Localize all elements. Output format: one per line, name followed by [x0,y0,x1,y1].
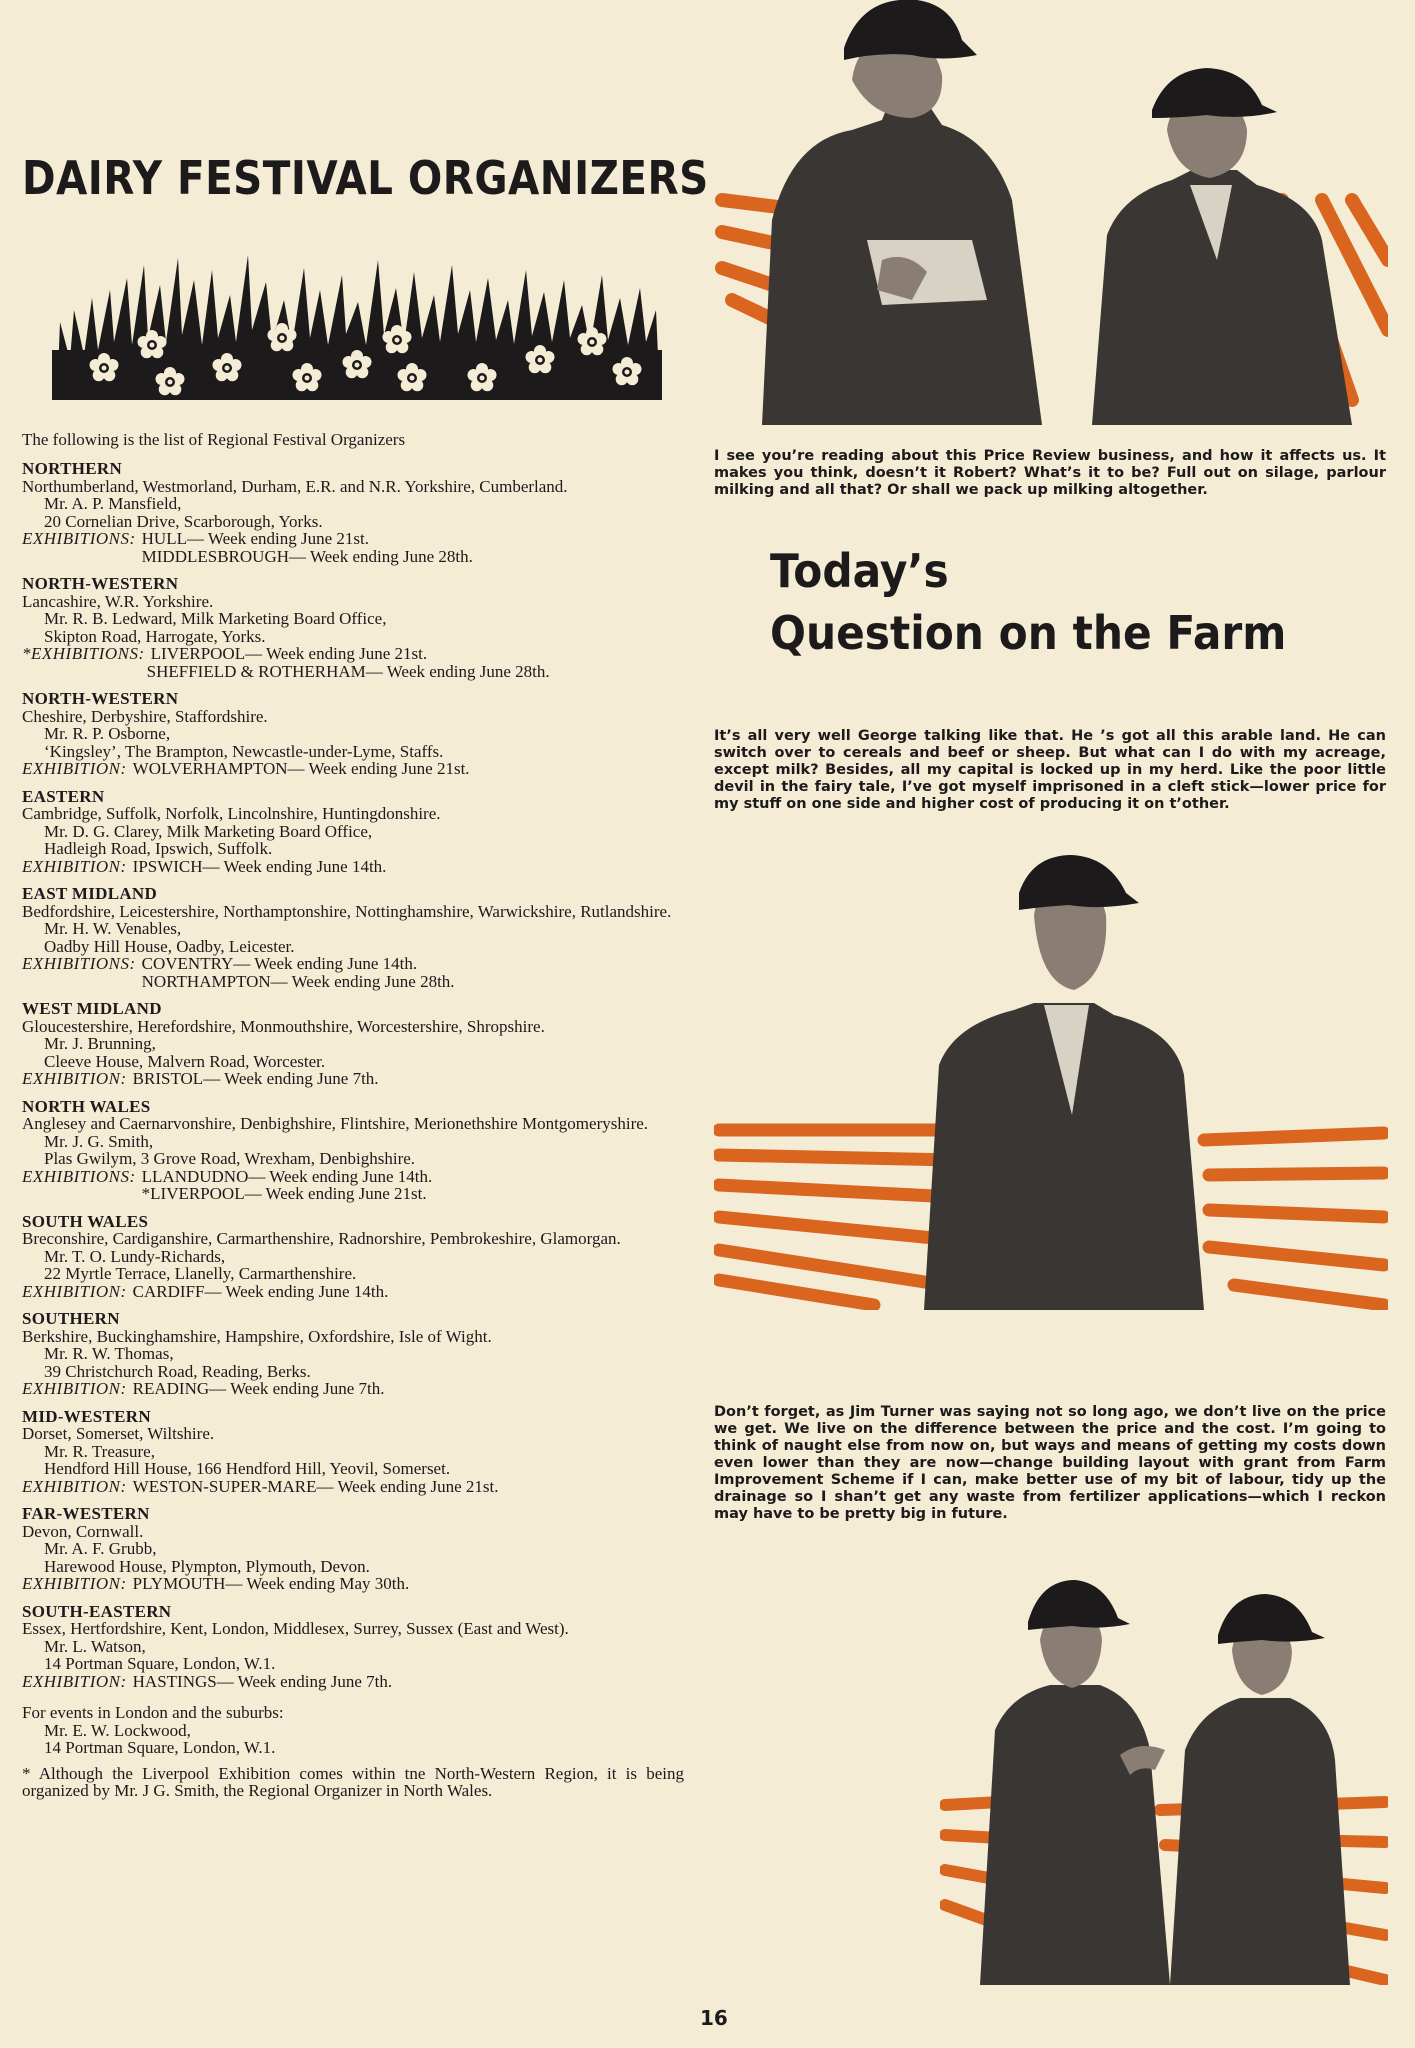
region-entry [22,1213,684,1301]
organizer-address-line: Hendford Hill House, 166 Hendford Hill, Yeovil, Somerset. [44,1459,451,1478]
organizer-address-line: 20 Cornelian Drive, Scarborough, Yorks. [44,511,323,531]
region-counties: Dorset, Somerset, Wiltshire. [22,1424,215,1443]
grass-flowers-illustration [52,250,662,400]
exhibitions-label: EXHIBITIONS: [22,529,136,548]
exhibition-item: READING— Week ending June 7th. [132,1379,385,1398]
exhibitions-list [127,1070,684,1088]
organizer-address-line: Mr. R. W. Thomas, [44,1344,174,1363]
exhibition-item: WESTON-SUPER-MARE— Week ending June 21st. [132,1476,499,1496]
caption-costs: Don’t forget, as Jim Turner was saying not so long ago, we don’t live on the price we get. We live on the difference between the price and the cost. I’m going to think of naught else from now on, but ways and means of getting my costs down even lower than they are now—change building layout with grant from Farm Improvement Scheme if I can, make better use of my bit of labour, tidy up the drainage so I shan’t get any waste from fertilizer applications—which I reckon may have to be pretty big in future. [714,1404,1386,1522]
region-counties: Breconshire, Cardiganshire, Carmarthenshire, Radnorshire, Pembrokeshire, Glamorgan. [22,1229,621,1248]
organizer-address-line: Mr. R. P. Osborne, [44,724,171,743]
region-entry [22,885,684,990]
region-counties: Cambridge, Suffolk, Norfolk, Lincolnshire, Huntingdonshire. [22,804,441,823]
exhibitions-row [22,1168,684,1203]
organizer-address-line: Hadleigh Road, Ipswich, Suffolk. [44,839,273,858]
exhibition-item: SHEFFIELD & ROTHERHAM— Week ending June 28th. [146,661,550,681]
exhibitions-list [136,955,684,990]
exhibition-item: IPSWICH— Week ending June 14th. [132,856,387,876]
exhibitions-row [22,1380,684,1398]
farmer-standing-photo [714,855,1388,1310]
farm-question-column [700,0,1415,2048]
exhibition-item: LIVERPOOL— Week ending June 21st. [150,644,428,663]
exhibition-item: *LIVERPOOL— Week ending June 21st. [141,1184,427,1203]
headline-line-2: Question on the Farm [770,606,1287,660]
organizer-address-line: Mr. R. B. Ledward, Milk Marketing Board Office, [44,609,387,628]
organizer-address-line: 14 Portman Square, London, W.1. [44,1654,276,1673]
exhibition-item: COVENTRY— Week ending June 14th. [141,954,418,973]
organizer-address-line: Oadby Hill House, Oadby, Leicester. [44,936,295,956]
organizer-address-line: Plas Gwilym, 3 Grove Road, Wrexham, Denbighshire. [44,1149,416,1168]
region-name: NORTH WALES [22,1096,151,1116]
organizer-address-line: Mr. J. Brunning, [44,1034,156,1053]
exhibitions-row [22,530,684,565]
london-address-line: 14 Portman Square, London, W.1. [44,1738,276,1757]
farmers-talking-photo [940,1580,1388,1985]
exhibitions-list [127,1575,684,1593]
exhibitions-label: EXHIBITION: [22,1574,127,1593]
exhibitions-row [22,1673,684,1691]
exhibitions-row [22,760,684,778]
region-entry [22,460,684,565]
region-counties: Cheshire, Derbyshire, Staffordshire. [22,706,268,726]
region-counties: Devon, Cornwall. [22,1521,144,1541]
region-counties: Gloucestershire, Herefordshire, Monmouthshire, Worcestershire, Shropshire. [22,1016,545,1036]
organizer-address-line: Mr. H. W. Venables, [44,919,182,938]
region-name: MID-WESTERN [22,1406,151,1426]
region-counties: Anglesey and Caernarvonshire, Denbighshire, Flintshire, Merionethshire Montgomeryshire. [22,1114,649,1133]
region-name: NORTH-WESTERN [22,689,179,708]
exhibitions-list [136,530,684,565]
london-events-block [22,1704,684,1757]
region-name: FAR-WESTERN [22,1504,150,1523]
exhibitions-list [127,760,684,778]
exhibitions-row [22,955,684,990]
organizer-address-line: Cleeve House, Malvern Road, Worcester. [44,1051,326,1071]
organizers-column [22,150,709,1800]
region-entry [22,690,684,778]
organizer-address-line: Mr. A. F. Grubb, [44,1539,157,1558]
caption-price-review: I see you’re reading about this Price Review business, and how it affects us. It makes you think, doesn’t it Robert? What’s it to be? Full out on silage, parlour milking and all that? Or shall we pack up milking altogether. [714,448,1386,498]
region-counties: Northumberland, Westmorland, Durham, E.R. and N.R. Yorkshire, Cumberland. [22,476,568,496]
organizer-address-line: Mr. R. Treasure, [44,1441,155,1461]
region-name: EAST MIDLAND [22,884,158,903]
region-name: NORTHERN [22,459,123,478]
region-name: SOUTHERN [22,1309,120,1328]
exhibition-item: MIDDLESBROUGH— Week ending June 28th. [141,546,473,566]
region-counties: Berkshire, Buckinghamshire, Hampshire, Oxfordshire, Isle of Wight. [22,1326,492,1346]
organizer-address-line: Mr. J. G. Smith, [44,1131,154,1151]
exhibitions-list [127,1478,684,1496]
region-entry [22,575,684,680]
region-entry [22,1408,684,1496]
exhibitions-label: EXHIBITIONS: [22,954,136,973]
region-counties: Lancashire, W.R. Yorkshire. [22,591,214,611]
region-name: WEST MIDLAND [22,999,162,1018]
exhibition-item: PLYMOUTH— Week ending May 30th. [132,1574,410,1593]
exhibitions-row [22,1478,684,1496]
article-headline [770,540,1286,664]
exhibitions-list [127,858,684,876]
exhibition-item: WOLVERHAMPTON— Week ending June 21st. [132,759,470,778]
exhibition-item: BRISTOL— Week ending June 7th. [132,1069,379,1088]
london-heading: For events in London and the suburbs: [22,1703,284,1722]
exhibitions-label: EXHIBITION: [22,1281,127,1301]
organizer-address-line: Mr. A. P. Mansfield, [44,494,182,513]
exhibitions-label: EXHIBITION: [22,1671,127,1691]
page-number: 16 [700,2006,728,2030]
london-address-line: Mr. E. W. Lockwood, [44,1720,191,1740]
exhibitions-label: EXHIBITIONS: [22,1166,136,1186]
region-entry [22,1098,684,1203]
region-name: SOUTH-EASTERN [22,1601,172,1621]
regions-list [22,460,684,1800]
exhibitions-list [127,1673,684,1691]
exhibition-item: HASTINGS— Week ending June 7th. [132,1671,393,1691]
exhibitions-label: *EXHIBITIONS: [22,644,145,663]
exhibitions-label: EXHIBITION: [22,856,127,876]
organizer-address-line: 22 Myrtle Terrace, Llanelly, Carmarthenshire. [44,1264,357,1283]
organizer-address-line: Skipton Road, Harrogate, Yorks. [44,626,266,646]
region-name: NORTH-WESTERN [22,574,179,593]
region-entry [22,1505,684,1593]
organizer-address-line: Harewood House, Plympton, Plymouth, Devon. [44,1556,370,1576]
exhibition-item: CARDIFF— Week ending June 14th. [132,1281,389,1301]
exhibitions-list [145,645,684,680]
region-counties: Bedfordshire, Leicestershire, Northamptonshire, Nottinghamshire, Warwickshire, Rutlandshire. [22,901,672,921]
organizer-address-line: Mr. L. Watson, [44,1636,146,1656]
region-entry [22,1603,684,1691]
exhibitions-list [136,1168,684,1203]
region-name: EASTERN [22,786,105,806]
exhibitions-label: EXHIBITION: [22,1476,127,1496]
caption-cleft-stick: It’s all very well George talking like that. He ’s got all this arable land. He can switch over to cereals and beef or sheep. But what can I do with my acreage, except milk? Besides, all my capital is locked up in my herd. Like the poor little devil in the fairy tale, I’ve got myself imprisoned in a cleft stick—lower price for my stuff on one side and higher cost of producing it on t’other. [714,728,1386,812]
exhibitions-row [22,1070,684,1088]
exhibitions-list [127,1283,684,1301]
exhibitions-label: EXHIBITION: [22,1379,127,1398]
footnote: * Although the Liverpool Exhibition comes within tne North-Western Region, it is being organized by Mr. J G. Smith, the Regional Organizer in North Wales. [22,1763,684,1800]
organizer-address-line: ‘Kingsley’, The Brampton, Newcastle-under-Lyme, Staffs. [44,741,444,761]
region-entry [22,788,684,876]
exhibitions-row [22,645,684,680]
intro-text: The following is the list of Regional Festival Organizers [22,430,406,449]
exhibitions-row [22,1283,684,1301]
region-name: SOUTH WALES [22,1211,149,1231]
exhibitions-label: EXHIBITION: [22,1069,127,1088]
organizer-address-line: Mr. T. O. Lundy-Richards, [44,1246,226,1266]
exhibitions-list [127,1380,684,1398]
exhibition-item: HULL— Week ending June 21st. [141,529,369,548]
exhibitions-row [22,858,684,876]
headline-line-1: Today’s [770,544,949,598]
region-entry [22,1000,684,1088]
exhibitions-label: EXHIBITION: [22,759,127,778]
exhibition-item: NORTHAMPTON— Week ending June 28th. [141,971,455,991]
organizer-address-line: 39 Christchurch Road, Reading, Berks. [44,1361,311,1381]
region-counties: Essex, Hertfordshire, Kent, London, Middlesex, Surrey, Sussex (East and West). [22,1619,569,1638]
organizer-address-line: Mr. D. G. Clarey, Milk Marketing Board Office, [44,821,373,841]
exhibition-item: LLANDUDNO— Week ending June 14th. [141,1166,433,1186]
farmers-reading-photo [712,0,1388,425]
exhibitions-row [22,1575,684,1593]
region-entry [22,1310,684,1398]
page-title: DAIRY FESTIVAL ORGANIZERS [22,151,709,205]
